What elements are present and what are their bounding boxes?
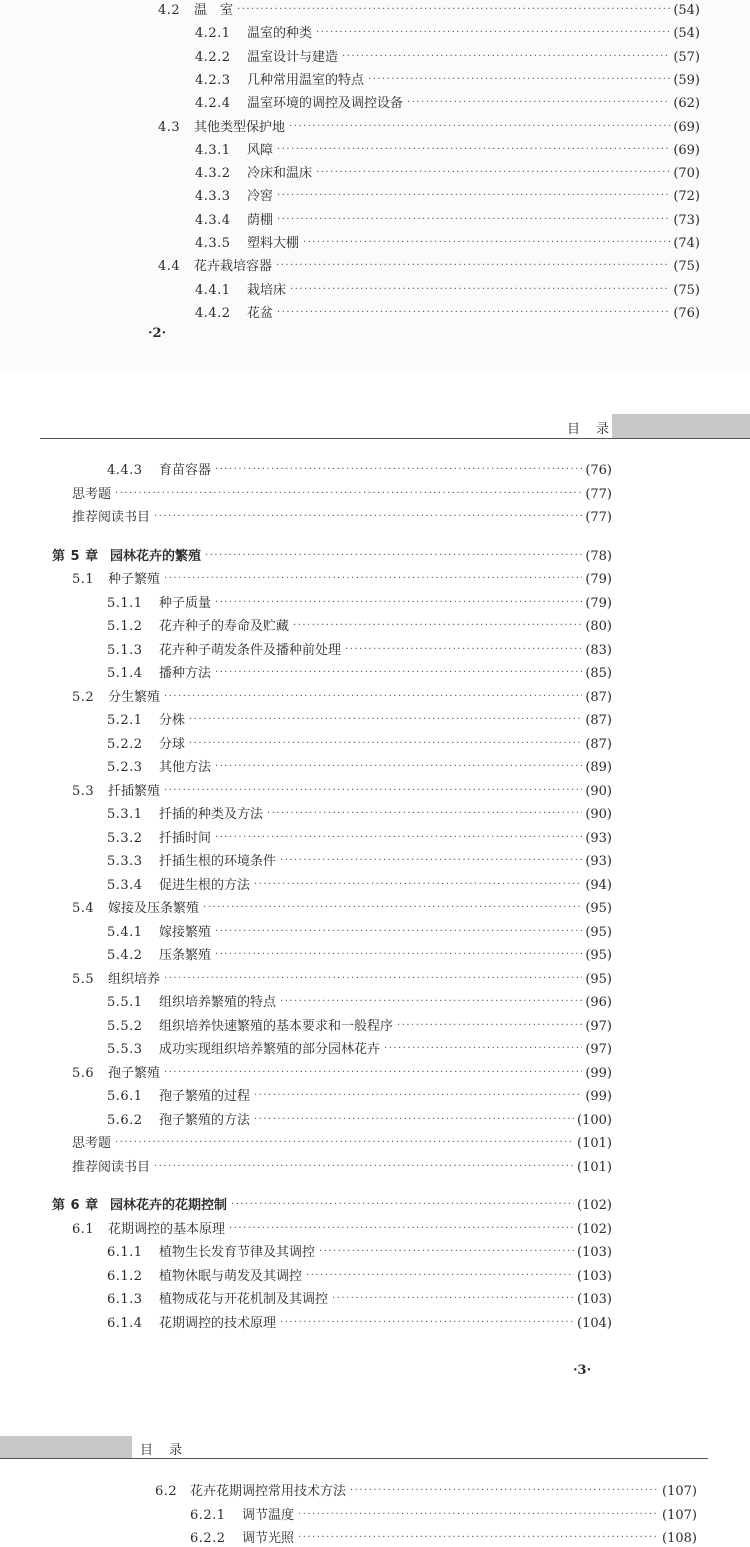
dot-leader xyxy=(384,1043,582,1055)
page-number: (75) xyxy=(673,259,700,274)
section-number: 5.3.4 xyxy=(107,878,143,893)
section-number: 4.3 xyxy=(158,120,181,135)
section-number: 6.2.2 xyxy=(190,1531,226,1546)
section-number: 4.2 xyxy=(158,3,181,18)
dot-leader xyxy=(280,996,582,1008)
page-number: (77) xyxy=(585,510,612,525)
page-number: (99) xyxy=(585,1066,612,1081)
section-title: 栽培床 xyxy=(247,283,287,298)
page-number: (103) xyxy=(577,1269,612,1284)
toc-entry[interactable] xyxy=(107,613,612,635)
section-number: 5.2.3 xyxy=(107,760,143,775)
section-title: 花期调控的基本原理 xyxy=(108,1222,226,1237)
header-shade-bar xyxy=(0,1436,132,1458)
toc-entry[interactable] xyxy=(195,230,700,252)
page-number: (62) xyxy=(673,96,700,111)
page-number: (73) xyxy=(673,213,700,228)
page-number: (102) xyxy=(577,1198,612,1213)
section-number: 5.5.2 xyxy=(107,1019,143,1034)
toc-entry[interactable] xyxy=(155,1478,697,1500)
dot-leader xyxy=(319,1246,574,1258)
toc-entry[interactable] xyxy=(72,1154,612,1176)
dot-leader xyxy=(280,855,582,867)
toc-entry[interactable] xyxy=(107,457,612,479)
dot-leader xyxy=(189,738,582,750)
toc-entry[interactable] xyxy=(195,90,700,112)
dot-leader xyxy=(115,1137,574,1149)
section-title: 分生繁殖 xyxy=(108,690,161,705)
section-number: 6.1.1 xyxy=(107,1245,143,1260)
dot-leader xyxy=(368,74,670,86)
dot-leader xyxy=(164,691,582,703)
toc-entry[interactable] xyxy=(72,778,612,800)
section-number: 4.3.3 xyxy=(195,189,231,204)
page-number: (79) xyxy=(585,596,612,611)
section-title: 孢子繁殖的过程 xyxy=(159,1089,251,1104)
section-number: 5.1.1 xyxy=(107,596,143,611)
section-number: 6.1.4 xyxy=(107,1316,143,1331)
toc-entry[interactable] xyxy=(107,1036,612,1058)
toc-entry[interactable] xyxy=(107,801,612,823)
page-number: (103) xyxy=(577,1292,612,1307)
page-number: (87) xyxy=(585,713,612,728)
section-title: 播种方法 xyxy=(159,666,212,681)
section-title: 扦插的种类及方法 xyxy=(159,807,264,822)
section-title: 植物休眠与萌发及其调控 xyxy=(159,1269,303,1284)
section-title: 花盆 xyxy=(247,306,274,321)
page-number: (90) xyxy=(585,807,612,822)
page-number: (87) xyxy=(585,690,612,705)
toc-entry[interactable] xyxy=(158,114,700,136)
page-number: (79) xyxy=(585,572,612,587)
toc-entry[interactable] xyxy=(195,137,700,159)
dot-leader xyxy=(397,1020,582,1032)
section-title: 植物成花与开花机制及其调控 xyxy=(159,1292,329,1307)
dot-leader xyxy=(154,1161,574,1173)
dot-leader xyxy=(215,832,582,844)
section-number: 6.1 xyxy=(72,1222,95,1237)
section-number: 5.6.1 xyxy=(107,1089,143,1104)
dot-leader xyxy=(164,973,582,985)
page-number: (95) xyxy=(585,901,612,916)
toc-entry[interactable] xyxy=(195,277,700,299)
toc-entry[interactable] xyxy=(107,825,612,847)
section-title: 调节温度 xyxy=(242,1508,295,1523)
toc-entry[interactable] xyxy=(52,543,612,565)
section-title: 思考题 xyxy=(72,487,112,502)
page-number: (99) xyxy=(585,1089,612,1104)
page-number: (76) xyxy=(673,306,700,321)
dot-leader xyxy=(154,511,582,523)
page-number: (89) xyxy=(585,760,612,775)
dot-leader xyxy=(280,1317,574,1329)
section-title: 扦插生根的环境条件 xyxy=(159,854,277,869)
toc-entry[interactable] xyxy=(158,0,700,19)
page-number: (93) xyxy=(585,854,612,869)
section-number: 5.5.3 xyxy=(107,1042,143,1057)
dot-leader xyxy=(290,284,670,296)
section-title: 孢子繁殖 xyxy=(108,1066,161,1081)
dot-leader xyxy=(298,1532,659,1544)
page-number: (83) xyxy=(585,643,612,658)
dot-leader xyxy=(164,1067,582,1079)
section-number: 4.3.2 xyxy=(195,166,231,181)
dot-leader xyxy=(164,573,582,585)
toc-entry[interactable] xyxy=(195,44,700,66)
page-number: (96) xyxy=(585,995,612,1010)
section-number: 6.2 xyxy=(155,1484,178,1499)
section-title: 其他类型保护地 xyxy=(194,120,286,135)
page-number: (95) xyxy=(585,972,612,987)
section-title: 成功实现组织培养繁殖的部分园林花卉 xyxy=(159,1042,381,1057)
toc-entry[interactable] xyxy=(107,1286,612,1308)
section-number: 5.1.2 xyxy=(107,619,143,634)
section-title: 花期调控的技术原理 xyxy=(159,1316,277,1331)
section-number: 6.1.2 xyxy=(107,1269,143,1284)
dot-leader xyxy=(215,597,582,609)
page-number: (97) xyxy=(585,1019,612,1034)
page-number: (107) xyxy=(662,1508,697,1523)
section-title: 分株 xyxy=(159,713,186,728)
toc-entry[interactable] xyxy=(72,504,612,526)
section-title: 压条繁殖 xyxy=(159,948,212,963)
section-title: 思考题 xyxy=(72,1136,112,1151)
dot-leader xyxy=(316,27,670,39)
section-number: 5.5 xyxy=(72,972,95,987)
dot-leader xyxy=(289,121,670,133)
header-rule xyxy=(40,438,750,439)
section-title: 园林花卉的花期控制 xyxy=(110,1198,228,1213)
page-number: (72) xyxy=(673,189,700,204)
dot-leader xyxy=(189,714,582,726)
dot-leader xyxy=(316,167,670,179)
toc-entry[interactable] xyxy=(195,300,700,322)
section-number: 4.4.1 xyxy=(195,283,231,298)
section-number: 5.2.2 xyxy=(107,737,143,752)
section-number: 4.3.4 xyxy=(195,213,231,228)
toc-entry[interactable] xyxy=(72,1216,612,1238)
dot-leader xyxy=(203,902,582,914)
section-number: 5.3.2 xyxy=(107,831,143,846)
section-number: 5.6.2 xyxy=(107,1113,143,1128)
toc-entry[interactable] xyxy=(195,67,700,89)
dot-leader xyxy=(345,644,582,656)
dot-leader xyxy=(205,550,582,562)
section-number: 6.1.3 xyxy=(107,1292,143,1307)
section-title: 园林花卉的繁殖 xyxy=(110,549,202,564)
section-number: 5.3.1 xyxy=(107,807,143,822)
section-number: 5.1 xyxy=(72,572,95,587)
section-number: 5.4 xyxy=(72,901,95,916)
section-number: 5.2 xyxy=(72,690,95,705)
header-rule xyxy=(0,1458,708,1459)
section-title: 花卉花期调控常用技术方法 xyxy=(190,1484,347,1499)
page-number: (80) xyxy=(585,619,612,634)
toc-entry[interactable] xyxy=(107,660,612,682)
toc-entry[interactable] xyxy=(72,481,612,503)
section-title: 调节光照 xyxy=(242,1531,295,1546)
dot-leader xyxy=(254,879,582,891)
section-title: 组织培养快速繁殖的基本要求和一般程序 xyxy=(159,1019,394,1034)
toc-entry[interactable] xyxy=(107,707,612,729)
dot-leader xyxy=(298,1509,659,1521)
page-number: (57) xyxy=(673,50,700,65)
page-number: (104) xyxy=(577,1316,612,1331)
section-title: 种子繁殖 xyxy=(108,572,161,587)
page-number: (95) xyxy=(585,948,612,963)
section-title: 嫁接繁殖 xyxy=(159,925,212,940)
page-number: (54) xyxy=(673,26,700,41)
toc-entry[interactable] xyxy=(107,637,612,659)
dot-leader xyxy=(277,144,670,156)
section-title: 花卉种子的寿命及贮藏 xyxy=(159,619,290,634)
toc-entry[interactable] xyxy=(107,872,612,894)
page-number: (70) xyxy=(673,166,700,181)
dot-leader xyxy=(164,785,582,797)
section-number: 4.4.3 xyxy=(107,463,143,478)
toc-entry[interactable] xyxy=(107,942,612,964)
page-number: (93) xyxy=(585,831,612,846)
page-number: (85) xyxy=(585,666,612,681)
toc-entry[interactable] xyxy=(107,848,612,870)
page-number: (102) xyxy=(577,1222,612,1237)
page-number: (107) xyxy=(662,1484,697,1499)
page-gap xyxy=(0,372,750,393)
header-label: 目 录 xyxy=(567,422,616,437)
page-number: (87) xyxy=(585,737,612,752)
dot-leader xyxy=(267,808,582,820)
section-title: 推荐阅读书目 xyxy=(72,1160,151,1175)
section-title: 其他方法 xyxy=(159,760,212,775)
toc-entry[interactable] xyxy=(107,1239,612,1261)
toc-entry[interactable] xyxy=(72,1060,612,1082)
dot-leader xyxy=(293,620,582,632)
section-number: 第 6 章 xyxy=(52,1198,99,1213)
dot-leader xyxy=(254,1090,582,1102)
dot-leader xyxy=(231,1199,574,1211)
section-title: 温 室 xyxy=(194,3,234,18)
toc-entry[interactable] xyxy=(107,754,612,776)
toc-entry[interactable] xyxy=(195,207,700,229)
section-title: 塑料大棚 xyxy=(247,236,300,251)
toc-entry[interactable] xyxy=(107,1263,612,1285)
section-title: 育苗容器 xyxy=(159,463,212,478)
section-title: 温室环境的调控及调控设备 xyxy=(247,96,404,111)
toc-entry[interactable] xyxy=(107,919,612,941)
section-title: 分球 xyxy=(159,737,186,752)
section-title: 推荐阅读书目 xyxy=(72,510,151,525)
dot-leader xyxy=(277,214,670,226)
toc-entry[interactable] xyxy=(72,566,612,588)
section-title: 扦插繁殖 xyxy=(108,784,161,799)
dot-leader xyxy=(276,260,670,272)
page-number: (59) xyxy=(673,73,700,88)
section-number: 4.2.4 xyxy=(195,96,231,111)
section-number: 5.6 xyxy=(72,1066,95,1081)
dot-leader xyxy=(254,1114,574,1126)
section-number: 第 5 章 xyxy=(52,549,99,564)
section-title: 组织培养繁殖的特点 xyxy=(159,995,277,1010)
dot-leader xyxy=(215,464,582,476)
dot-leader xyxy=(229,1223,574,1235)
toc-entry[interactable] xyxy=(190,1502,697,1524)
section-title: 冷床和温床 xyxy=(247,166,313,181)
section-number: 5.3.3 xyxy=(107,854,143,869)
page-number: (69) xyxy=(673,120,700,135)
section-number: 4.3.1 xyxy=(195,143,231,158)
section-title: 几种常用温室的特点 xyxy=(247,73,365,88)
dot-leader xyxy=(115,488,582,500)
section-title: 组织培养 xyxy=(108,972,161,987)
header-shade-bar xyxy=(612,414,750,438)
toc-entry[interactable] xyxy=(195,160,700,182)
dot-leader xyxy=(350,1485,659,1497)
dot-leader xyxy=(277,307,670,319)
toc-entry[interactable] xyxy=(72,1130,612,1152)
section-title: 花卉种子萌发条件及播种前处理 xyxy=(159,643,342,658)
section-number: 5.3 xyxy=(72,784,95,799)
section-title: 种子质量 xyxy=(159,596,212,611)
page-number: (100) xyxy=(577,1113,612,1128)
toc-entry[interactable] xyxy=(195,183,700,205)
page-number: (74) xyxy=(673,236,700,251)
section-title: 孢子繁殖的方法 xyxy=(159,1113,251,1128)
dot-leader xyxy=(342,51,670,63)
page-number: (77) xyxy=(585,487,612,502)
toc-entry[interactable] xyxy=(72,966,612,988)
section-title: 促进生根的方法 xyxy=(159,878,251,893)
page-number: (78) xyxy=(585,549,612,564)
page-number: (75) xyxy=(673,283,700,298)
toc-entry[interactable] xyxy=(52,1192,612,1214)
section-number: 5.1.3 xyxy=(107,643,143,658)
toc-entry[interactable] xyxy=(72,895,612,917)
section-number: 4.4 xyxy=(158,259,181,274)
dot-leader xyxy=(303,237,670,249)
page-number: (101) xyxy=(577,1160,612,1175)
page-number: (101) xyxy=(577,1136,612,1151)
dot-leader xyxy=(277,190,670,202)
dot-leader xyxy=(332,1293,574,1305)
toc-entry[interactable] xyxy=(107,1310,612,1332)
dot-leader xyxy=(215,926,582,938)
dot-leader xyxy=(215,667,582,679)
toc-entry[interactable] xyxy=(107,1013,612,1035)
section-title: 冷窖 xyxy=(247,189,274,204)
page-number: (97) xyxy=(585,1042,612,1057)
toc-entry[interactable] xyxy=(107,1083,612,1105)
toc-entry[interactable] xyxy=(190,1525,697,1547)
page-number: (103) xyxy=(577,1245,612,1260)
section-number: 4.4.2 xyxy=(195,306,231,321)
section-title: 温室的种类 xyxy=(247,26,313,41)
dot-leader xyxy=(306,1270,574,1282)
page-number: (54) xyxy=(673,3,700,18)
section-number: 5.4.1 xyxy=(107,925,143,940)
page-folio: ·3· xyxy=(573,1363,592,1378)
dot-leader xyxy=(215,949,582,961)
toc-entry[interactable] xyxy=(107,731,612,753)
toc-entry[interactable] xyxy=(72,684,612,706)
page-number: (69) xyxy=(673,143,700,158)
toc-entry[interactable] xyxy=(158,253,700,275)
dot-leader xyxy=(237,4,670,16)
section-title: 荫棚 xyxy=(247,213,274,228)
section-title: 花卉栽培容器 xyxy=(194,259,273,274)
page-number: (94) xyxy=(585,878,612,893)
dot-leader xyxy=(407,97,670,109)
section-number: 4.2.2 xyxy=(195,50,231,65)
page-folio: ·2· xyxy=(148,326,167,341)
page-number: (108) xyxy=(662,1531,697,1546)
page-number: (76) xyxy=(585,463,612,478)
section-number: 4.3.5 xyxy=(195,236,231,251)
section-title: 风障 xyxy=(247,143,274,158)
section-number: 5.1.4 xyxy=(107,666,143,681)
section-number: 4.2.1 xyxy=(195,26,231,41)
toc-entry[interactable] xyxy=(107,1107,612,1129)
section-number: 5.5.1 xyxy=(107,995,143,1010)
toc-entry[interactable] xyxy=(107,590,612,612)
section-number: 4.2.3 xyxy=(195,73,231,88)
section-number: 5.4.2 xyxy=(107,948,143,963)
section-title: 扦插时间 xyxy=(159,831,212,846)
toc-entry[interactable] xyxy=(195,20,700,42)
page-number: (90) xyxy=(585,784,612,799)
page-number: (95) xyxy=(585,925,612,940)
section-number: 5.2.1 xyxy=(107,713,143,728)
section-title: 植物生长发育节律及其调控 xyxy=(159,1245,316,1260)
dot-leader xyxy=(215,761,582,773)
header-label: 目 录 xyxy=(140,1443,189,1458)
section-number: 6.2.1 xyxy=(190,1508,226,1523)
section-title: 嫁接及压条繁殖 xyxy=(108,901,200,916)
toc-entry[interactable] xyxy=(107,989,612,1011)
section-title: 温室设计与建造 xyxy=(247,50,339,65)
